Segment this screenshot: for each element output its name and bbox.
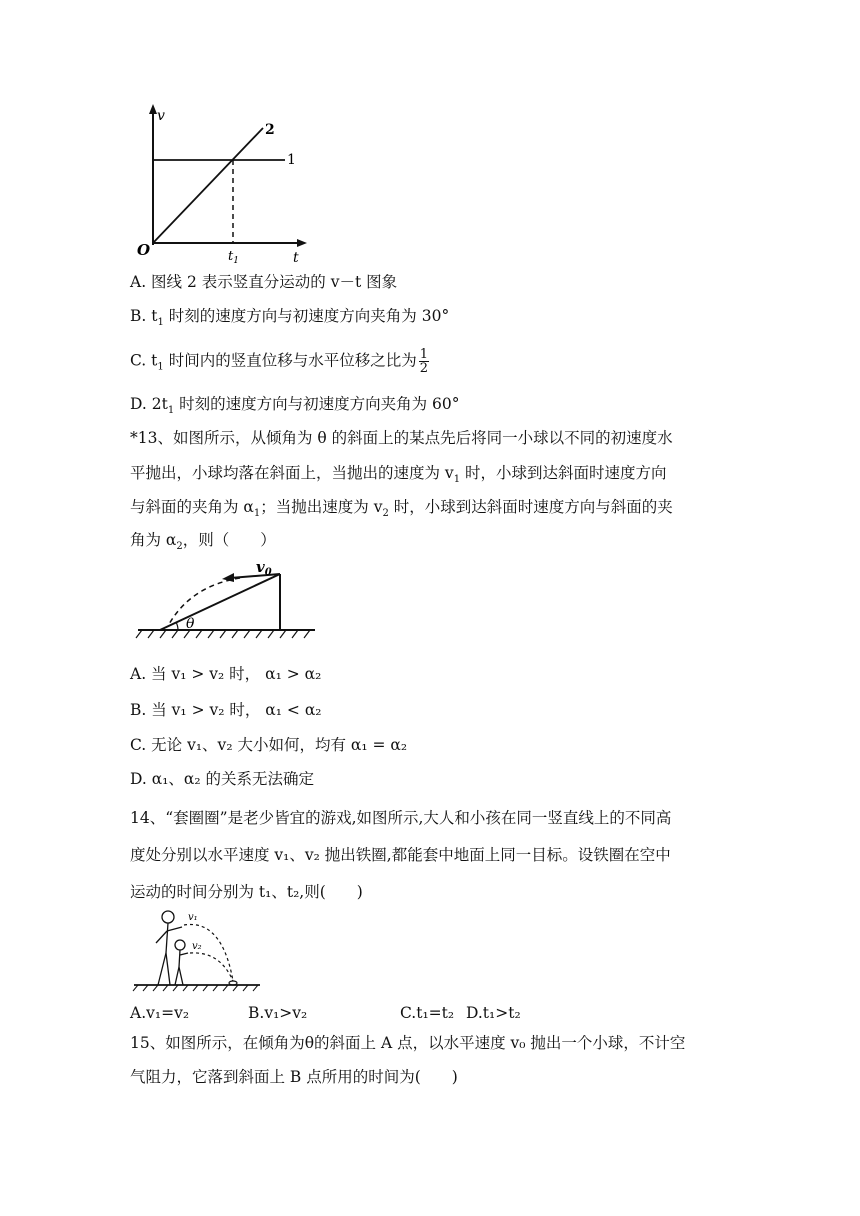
trajectory-dashed-curve bbox=[168, 578, 240, 626]
q14-line-1: 14、“套圈圈”是老少皆宜的游戏,如图所示,大人和小孩在同一竖直线上的不同高 bbox=[130, 809, 672, 827]
v2-label: v₂ bbox=[192, 941, 202, 952]
line-2-label: 2 bbox=[265, 122, 275, 138]
line-2 bbox=[153, 128, 263, 243]
trajectory-v2 bbox=[190, 953, 233, 981]
origin-label: O bbox=[137, 241, 151, 259]
q13-option-a: A. 当 v₁ > v₂ 时， α₁ > α₂ bbox=[130, 665, 322, 683]
q12-option-d: D. $2t_1$ 时刻的速度方向与初速度方向夹角为 60° bbox=[130, 395, 460, 417]
target-ring bbox=[229, 981, 237, 985]
v-axis-arrow bbox=[149, 104, 157, 114]
ring-toss-figure bbox=[130, 905, 265, 995]
q13-line-3: 与斜面的夹角为 $\alpha_1$；当抛出速度为 $v_2$ 时，小球到达斜面时速度方向与斜面的夹 bbox=[130, 498, 673, 520]
q12-option-c: C. $t_1$ 时间内的竖直位移与水平位移之比为 $\frac{1}{2}$ bbox=[130, 347, 428, 376]
ground-hatching bbox=[136, 630, 310, 638]
t-axis-arrow bbox=[297, 239, 307, 247]
q13-line-4: 角为 $\alpha_2$，则（ ） bbox=[130, 531, 276, 553]
q14-option-c: C.t₁=t₂ bbox=[400, 1004, 455, 1022]
theta-label: θ bbox=[186, 616, 195, 632]
v-axis-label: v bbox=[157, 108, 165, 124]
theta-arc bbox=[176, 622, 178, 630]
q15-line-1: 15、如图所示，在倾角为θ的斜面上 A 点，以水平速度 v₀ 抛出一个小球，不计空 bbox=[130, 1034, 686, 1052]
q13-line-2: 平抛出，小球均落在斜面上，当抛出的速度为 $v_1$ 时，小球到达斜面时速度方向 bbox=[130, 464, 667, 486]
q14-line-3: 运动的时间分别为 t₁、t₂,则( ) bbox=[130, 883, 363, 901]
v1-label: v₁ bbox=[188, 912, 198, 923]
t-axis-label: t bbox=[293, 250, 299, 266]
v0-label: $v_0$ bbox=[256, 560, 272, 578]
q13-option-d: D. α₁、α₂ 的关系无法确定 bbox=[130, 770, 315, 788]
q13-option-c: C. 无论 v₁、v₂ 大小如何，均有 α₁ = α₂ bbox=[130, 736, 408, 754]
q12-option-b: B. $t_1$ 时刻的速度方向与初速度方向夹角为 30° bbox=[130, 307, 450, 329]
incline-figure bbox=[130, 560, 320, 645]
child-figure bbox=[175, 940, 188, 985]
fraction-one-half: $\frac{1}{2}$ bbox=[419, 347, 428, 376]
line-1-label: 1 bbox=[287, 152, 296, 168]
q13-option-b: B. 当 v₁ > v₂ 时， α₁ < α₂ bbox=[130, 701, 322, 719]
q14-line-2: 度处分别以水平速度 v₁、v₂ 抛出铁圈,都能套中地面上同一目标。设铁圈在空中 bbox=[130, 846, 671, 864]
q14-option-a: A.v₁=v₂ bbox=[130, 1004, 190, 1022]
q13-line-1: *13、如图所示，从倾角为 θ 的斜面上的某点先后将同一小球以不同的初速度水 bbox=[130, 429, 673, 447]
ground-hatching bbox=[133, 985, 258, 991]
t1-label: $t_1$ bbox=[228, 249, 239, 266]
q14-option-b: B.v₁>v₂ bbox=[248, 1004, 308, 1022]
vt-graph-figure bbox=[135, 100, 315, 270]
q12-option-a: A. 图线 2 表示竖直分运动的 v－t 图象 bbox=[130, 273, 398, 291]
q15-line-2: 气阻力，它落到斜面上 B 点所用的时间为( ) bbox=[130, 1068, 458, 1086]
q14-option-d: D.t₁>t₂ bbox=[466, 1004, 521, 1022]
